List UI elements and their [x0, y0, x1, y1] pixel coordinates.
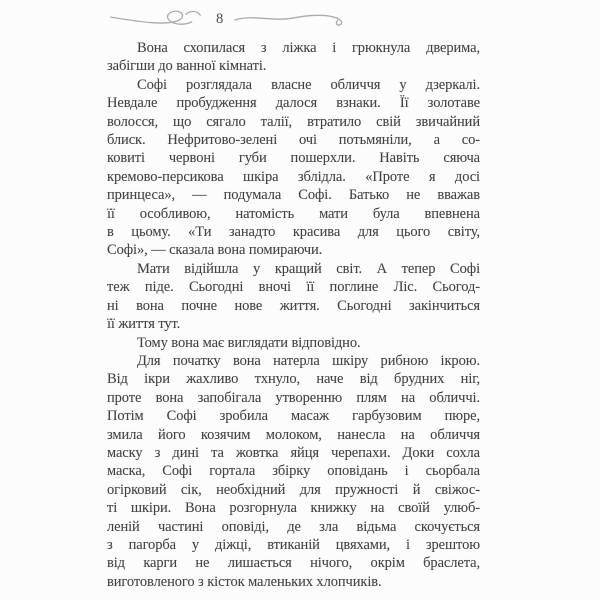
text-line: з пагорба у діжці, втиканій цвяхами, і зрештою: [107, 536, 480, 553]
text-line: Софі розглядала власне обличчя у дзеркалі.: [137, 76, 480, 93]
text-line: Тому вона має виглядати відповідно.: [137, 334, 361, 351]
flourish-left-icon: [110, 7, 205, 31]
text-line: Для початку вона натерла шкіру рибною ікрою.: [137, 352, 480, 369]
text-line: Від ікри жахливо тхнуло, наче від брудних ніг,: [107, 371, 480, 388]
text-line: змила його козячим молоком, нанесла на обличчя: [107, 426, 480, 443]
text-line: маска, Софі гортала збірку оповідань і сьорбала: [107, 463, 480, 480]
page-header: [110, 6, 346, 32]
flourish-right-icon: [234, 7, 346, 31]
text-line: огірковий сік, необхідний для пружності й свіжос-: [107, 481, 480, 498]
text-line: маску з дині та жовтка яйця черепахи. Доки сохла: [107, 444, 480, 461]
text-line: проте вона запобігала утворенню плям на обличчі.: [107, 389, 480, 406]
page-number: 8: [216, 10, 224, 27]
text-line: Невдале пробудження далося взнаки. Її золотаве: [107, 95, 480, 112]
text-line: її особливою, натомість мати була впевнена: [107, 205, 480, 222]
text-line: в цьому. «Ти занадто красива для цього світу,: [107, 224, 480, 241]
text-line: ні вона почне нове життя. Сьогодні закінчиться: [107, 297, 480, 314]
page-text: [107, 39, 480, 591]
text-line: Потім Софі зробила масаж гарбузовим пюре,: [107, 408, 480, 425]
text-line: кремово-персикова шкіра зблідла. «Проте я досі: [107, 168, 480, 185]
text-line: теж піде. Сьогодні вночі її поглине Ліс. Сьогод-: [107, 279, 480, 296]
text-line: Мати відійшла у кращий світ. А тепер Софі: [137, 260, 480, 277]
text-line: волосся, що сягало талії, втратило свій звичайний: [107, 113, 480, 130]
text-line: Вона схопилася з ліжка і грюкнула дверима,: [137, 40, 480, 56]
text-line: ковиті червоні губи пошерхли. Навіть сяюча: [107, 150, 480, 167]
text-line: забігши до ванної кімнаті.: [107, 58, 267, 75]
text-line: принцеса», — подумала Софі. Батько не вважав: [107, 187, 480, 204]
text-line: блиск. Нефритово-зелені очі потьмяніли, а со-: [107, 132, 480, 149]
text-line: Софі», — сказала вона помираючи.: [107, 242, 323, 259]
text-line: від карги не лишається нічого, окрім браслета,: [107, 555, 480, 572]
text-line: ті шкіри. Вона розгорнула книжку на своїй улюб-: [107, 500, 480, 517]
text-line: її життя тут.: [107, 316, 181, 333]
text-line: леній частині оповіді, де зла відьма скочується: [107, 518, 480, 535]
text-line: виготовленого з кісток маленьких хлопчиків.: [107, 573, 382, 590]
